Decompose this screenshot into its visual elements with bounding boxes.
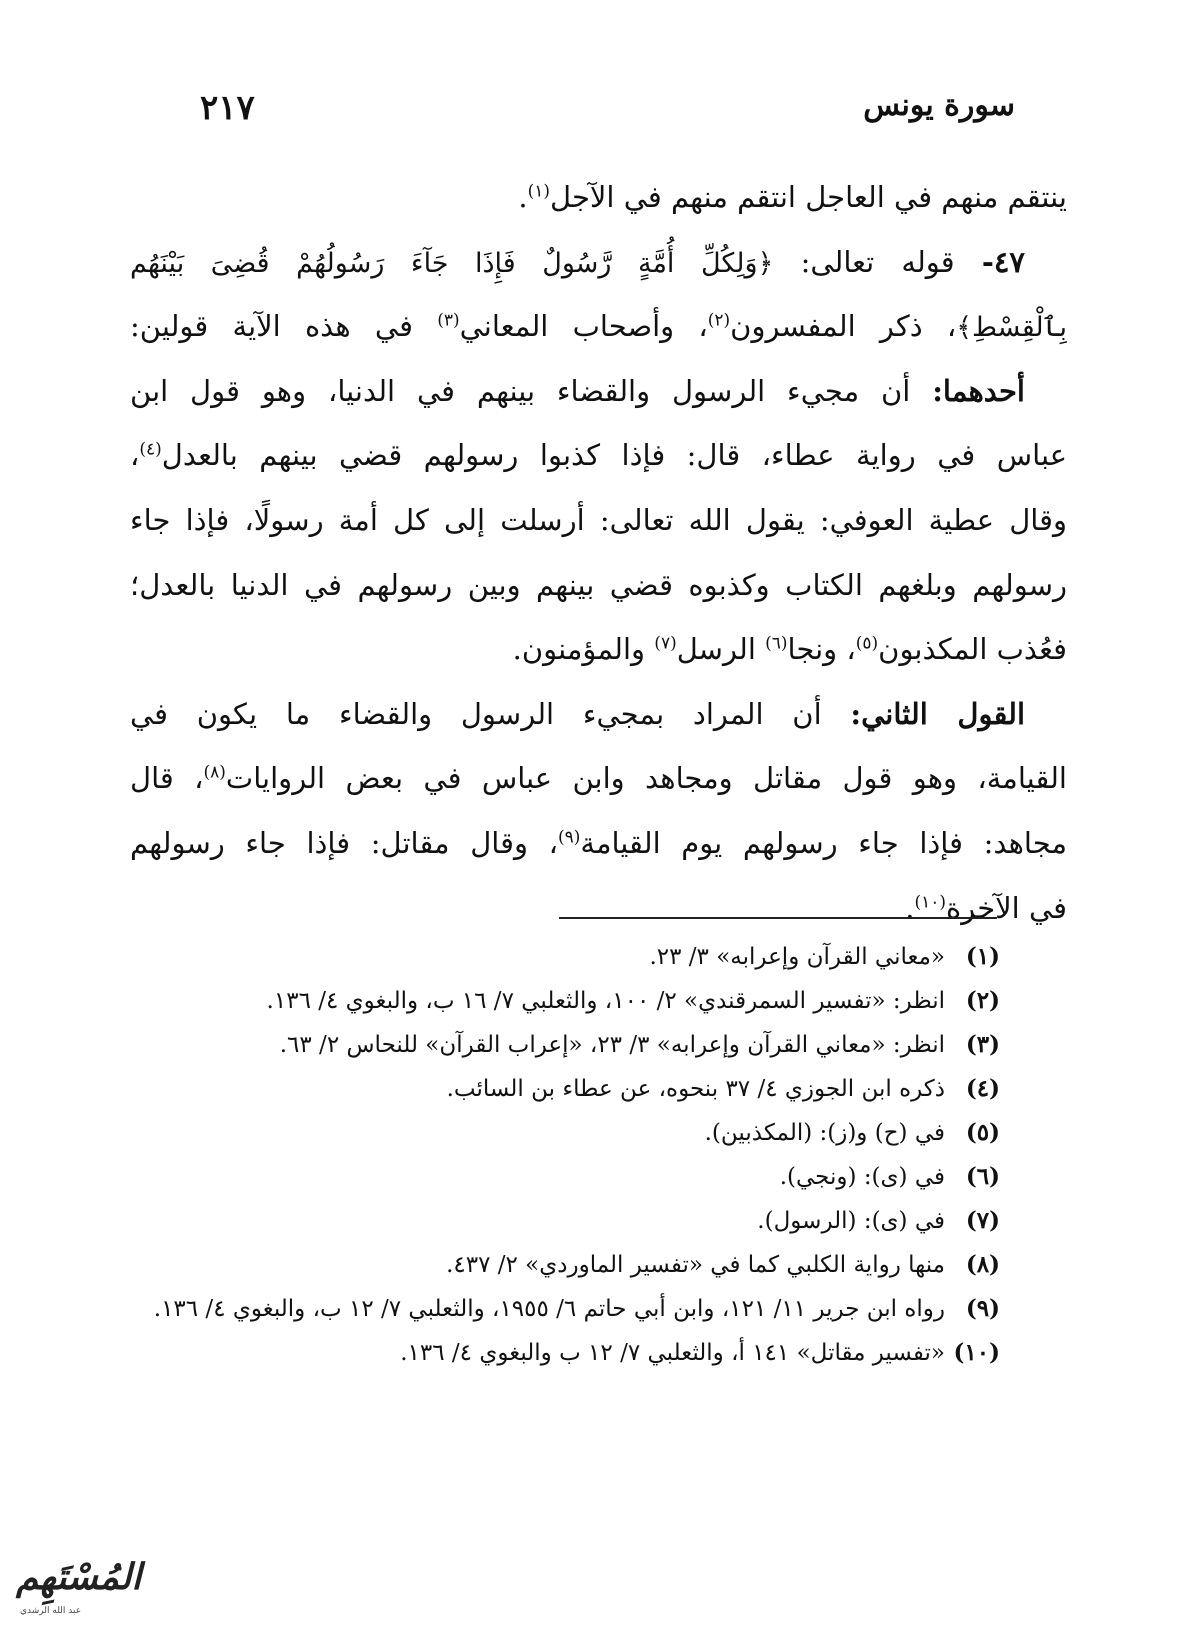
text-line-10 <box>130 746 1067 811</box>
text-segment: مجاهد: فإذا جاء رسولهم يوم القيامة <box>580 825 1067 860</box>
text-segment: ينتقم منهم في العاجل انتقم منهم في الآجل <box>550 180 1067 214</box>
text-segment: في الآخرة <box>946 890 1067 925</box>
footnote-number: (٧) <box>965 1207 1000 1234</box>
text-line-3 <box>130 294 1067 359</box>
footnote-number: (١) <box>965 943 1000 970</box>
text-segment: أن مجيء الرسول والقضاء بينهم في الدنيا، وهو قول ابن <box>130 373 911 408</box>
footnote <box>148 1023 1000 1067</box>
text-line-12: في الآخرة$^{(١٠)}$. <box>905 890 1067 925</box>
footnote-number: (١٠) <box>953 1339 1000 1366</box>
footnote-text: «معاني القرآن وإعرابه» ٣/ ٢٣. <box>649 944 945 970</box>
footnote <box>148 1331 1000 1375</box>
footnote-ref: (٨) <box>203 762 226 783</box>
footnote <box>148 935 1000 979</box>
footnote-number: (٦) <box>965 1163 1000 1190</box>
footnote-ref: (٧) <box>654 633 677 654</box>
footnote <box>148 979 1000 1023</box>
footnote-ref: (٦) <box>765 633 788 654</box>
text-segment: عباس في رواية عطاء، قال: فإذا كذبوا رسولهم قضي بينهم بالعدل <box>161 438 1067 473</box>
text-segment: فعُذب المكذبون <box>878 632 1067 667</box>
footnote-ref: (٣) <box>437 310 460 331</box>
footnote-ref: (١) <box>527 181 550 202</box>
footnote-divider <box>559 917 997 919</box>
footnote-text: انظر: «تفسير السمرقندي» ٢/ ١٠٠، والثعلبي ٧/ ١٦ ب، والبغوي ٤/ ١٣٦. <box>266 988 945 1014</box>
footnote-ref: (١٠) <box>914 891 947 912</box>
main-text <box>130 165 1067 940</box>
footnote-ref: (٤) <box>139 439 162 460</box>
text-line-6 <box>130 488 1067 553</box>
footnote-text: رواه ابن جرير ١١/ ١٢١، وابن أبي حاتم ٦/ ١٩٥٥، والثعلبي ٧/ ١٢ ب، والبغوي ٤/ ١٣٦. <box>153 1296 945 1322</box>
footnote <box>148 1243 1000 1287</box>
surah-name: سورة يونس <box>863 88 1015 123</box>
page-header <box>200 88 1015 138</box>
footnote-ref: (٢) <box>707 310 731 331</box>
footnote-number: (٤) <box>965 1075 1000 1102</box>
section-label: القول الثاني: <box>850 696 1026 731</box>
text-line-9 <box>130 682 1067 747</box>
footnote-ref: (٩) <box>557 827 581 848</box>
text-segment: ، ونجا <box>787 632 856 667</box>
entry-number: ٤٧- <box>981 244 1026 279</box>
footnote <box>148 1199 1000 1243</box>
footnote-text: «تفسير مقاتل» ١٤١ أ، والثعلبي ٧/ ١٢ ب والبغوي ٤/ ١٣٦. <box>400 1340 945 1366</box>
footnote-number: (٣) <box>965 1031 1000 1058</box>
text-segment: في هذه الآية قولين: <box>130 309 413 344</box>
page-number: ٢١٧ <box>200 88 255 128</box>
text-segment: رسولهم وبلغهم الكتاب وكذبوه قضي بينهم وبين رسولهم في الدنيا بالعدل؛ <box>130 567 1067 602</box>
logo-caption: عبد الله الرشدي <box>20 1606 82 1616</box>
footnote-text: انظر: «معاني القرآن وإعرابه» ٣/ ٢٣، «إعراب القرآن» للنحاس ٢/ ٦٣. <box>279 1032 945 1058</box>
footnote-number: (٩) <box>965 1295 1000 1322</box>
footnotes <box>148 935 1000 1375</box>
footnote <box>148 1287 1000 1331</box>
footnote-ref: (٥) <box>855 633 879 654</box>
quran-verse: ﴿وَلِكُلِّ أُمَّةٍ رَّسُولٌ فَإِذَا جَآءَ رَسُولُهُمْ قُضِىَ بَيْنَهُم <box>130 247 774 279</box>
text-segment: ، وأصحاب المعاني <box>459 309 708 344</box>
text-segment: القيامة، وهو قول مقاتل ومجاهد وابن عباس في بعض الروايات <box>225 761 1067 796</box>
text-line-7 <box>130 553 1067 618</box>
footnote-text: في (ى): (ونجي). <box>779 1164 945 1190</box>
text-segment: ، ذكر المفسرون <box>730 309 957 344</box>
text-segment: الرسل <box>676 632 756 667</box>
text-line-5: عباس في رواية عطاء، قال: فإذا كذبوا رسولهم قضي بينهم بالعدل$^{(٤)}$، <box>130 438 1067 473</box>
footnote <box>148 1111 1000 1155</box>
text-line-1: ينتقم منهم في العاجل انتقم منهم في الآجل$^{(١)}$. <box>518 180 1067 214</box>
text-segment: قوله تعالى: <box>800 244 955 279</box>
text-line-11 <box>130 811 1067 876</box>
footnote-number: (٨) <box>965 1251 1000 1278</box>
text-segment: وقال عطية العوفي: يقول الله تعالى: أرسلت إلى كل أمة رسولًا، فإذا جاء <box>130 502 1067 537</box>
footnote <box>148 1155 1000 1199</box>
quran-verse: بِٱلْقِسْطِ﴾ <box>956 312 1067 344</box>
footnote-text: منها رواية الكلبي كما في «تفسير الماوردي» ٢/ ٤٣٧. <box>446 1252 945 1278</box>
text-segment: ، وقال مقاتل: فإذا جاء رسولهم <box>130 825 558 860</box>
text-segment: والمؤمنون. <box>512 632 646 667</box>
text-line-4 <box>130 359 1067 424</box>
footnote-number: (٥) <box>965 1119 1000 1146</box>
footnote <box>148 1067 1000 1111</box>
text-line-8 <box>130 617 1067 682</box>
footnote-text: في (ى): (الرسول). <box>757 1208 945 1234</box>
text-line-2 <box>130 230 1067 295</box>
section-label: أحدهما: <box>932 373 1025 408</box>
logo-wordmark: المُسْتَهِم <box>16 1556 142 1598</box>
publisher-logo <box>8 1550 158 1628</box>
footnote-number: (٢) <box>965 987 1000 1014</box>
text-segment: ، قال <box>130 761 204 796</box>
text-segment: أن المراد بمجيء الرسول والقضاء ما يكون في <box>130 696 822 731</box>
footnote-text: في (ح) و(ز): (المكذبين). <box>704 1120 945 1146</box>
footnote-text: ذكره ابن الجوزي ٤/ ٣٧ بنحوه، عن عطاء بن السائب. <box>446 1076 945 1102</box>
